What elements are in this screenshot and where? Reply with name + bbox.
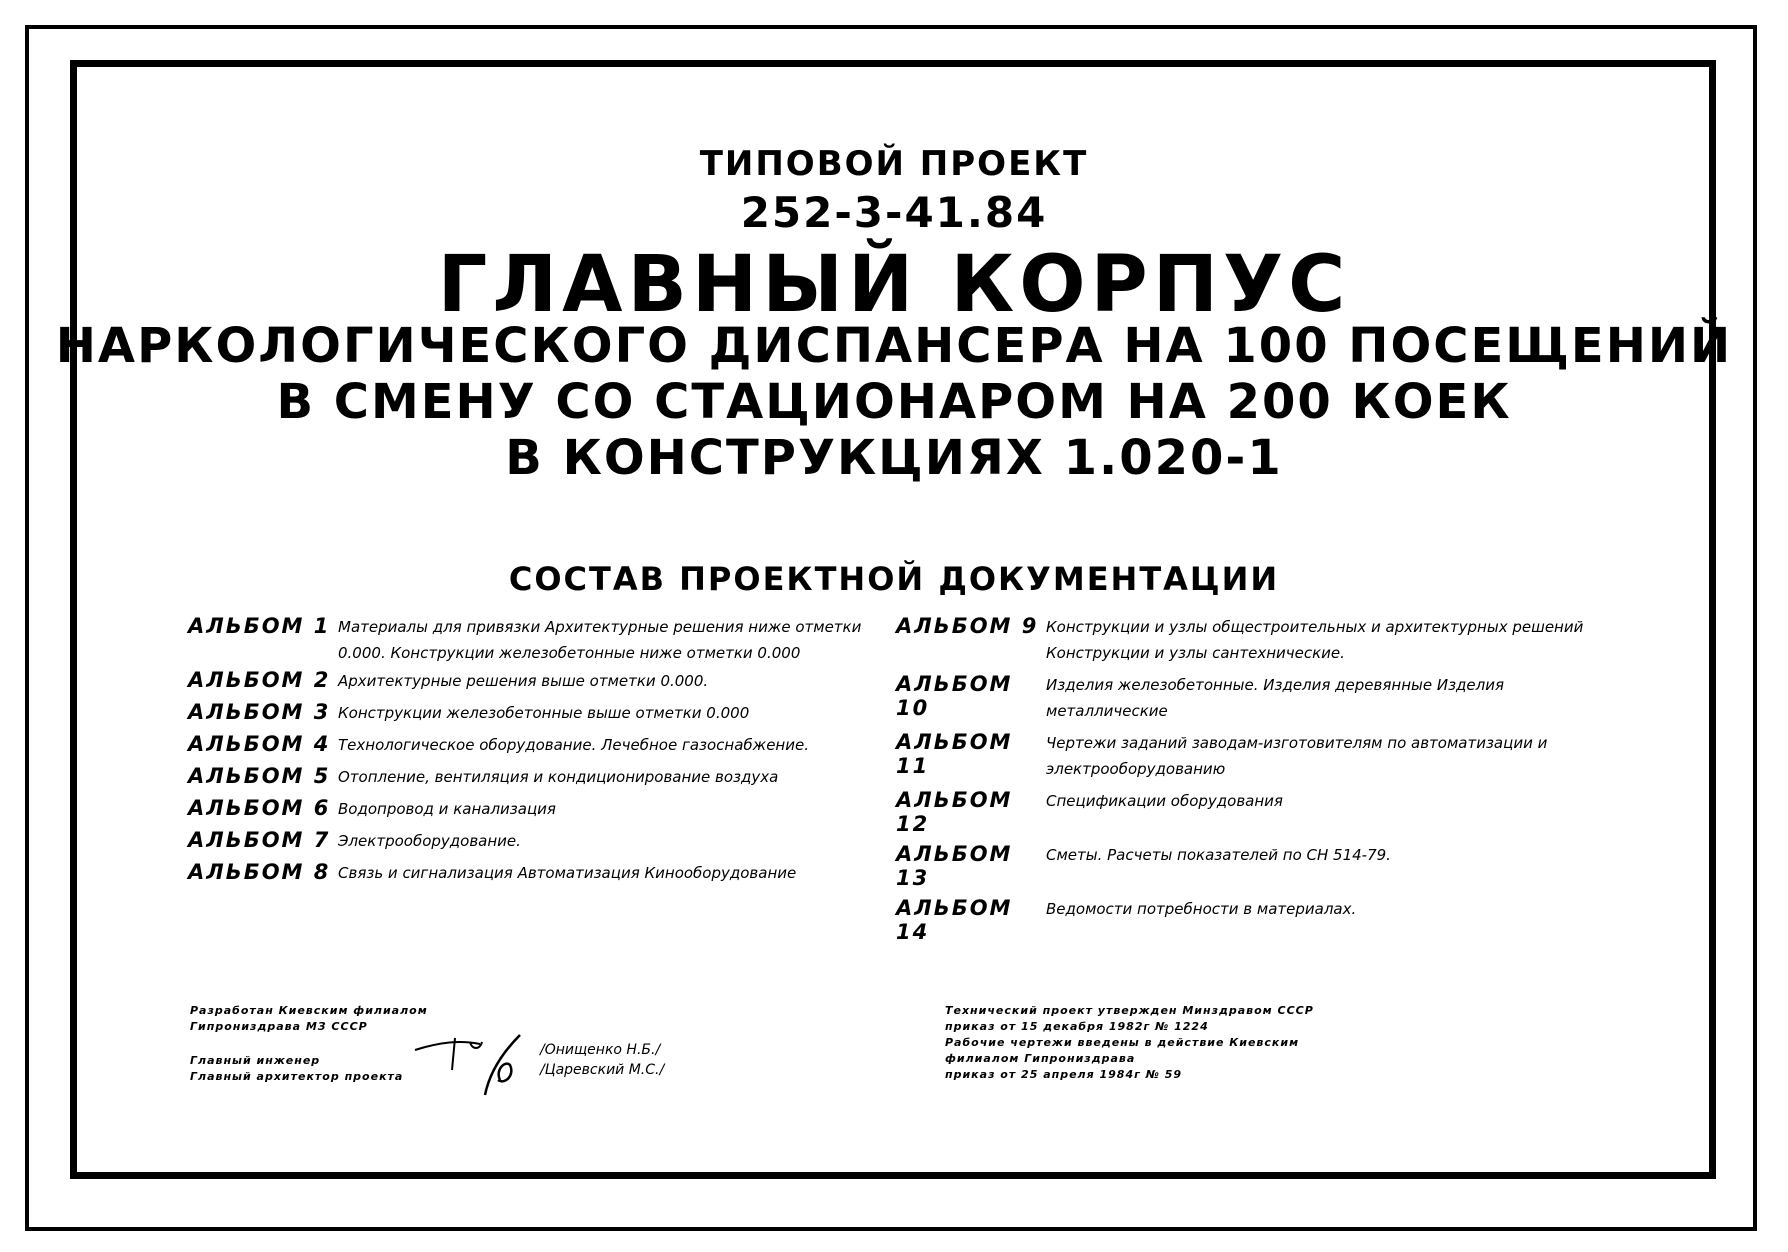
album-label: АЛЬБОМ 6 (188, 796, 331, 820)
section-title: СОСТАВ ПРОЕКТНОЙ ДОКУМЕНТАЦИИ (508, 560, 1280, 598)
album-description: Электрооборудование. (338, 832, 521, 850)
approval-line-4: филиалом Гипрониздрава (945, 1052, 1136, 1065)
album-label: АЛЬБОМ 2 (188, 668, 331, 692)
subtitle-line-2: В СМЕНУ СО СТАЦИОНАРОМ НА 200 КОЕК (276, 374, 1512, 430)
album-label: АЛЬБОМ 13 (896, 842, 1013, 890)
developer-line-2: Гипрониздрава МЗ СССР (190, 1020, 368, 1033)
album-description: Сметы. Расчеты показателей по СН 514-79. (1046, 846, 1391, 864)
album-description: Ведомости потребности в материалах. (1046, 900, 1357, 918)
album-item (896, 672, 1596, 724)
album-label: АЛЬБОМ 14 (896, 896, 1013, 944)
subtitle-line-1: НАРКОЛОГИЧЕСКОГО ДИСПАНСЕРА НА 100 ПОСЕЩЕНИЙ (55, 318, 1733, 374)
project-type: ТИПОВОЙ ПРОЕКТ (699, 144, 1089, 184)
album-description: Архитектурные решения выше отметки 0.000. (338, 672, 709, 690)
album-description: Связь и сигнализация Автоматизация Кинооборудование (338, 864, 797, 882)
signatory-names (540, 1040, 664, 1080)
album-item (188, 860, 908, 886)
project-number: 252-3-41.84 (740, 188, 1048, 237)
album-description: Водопровод и канализация (338, 800, 556, 818)
approval-line-1: Технический проект утвержден Минздравом СССР (945, 1004, 1314, 1017)
approval-line-2: приказ от 15 декабря 1982г № 1224 (945, 1020, 1209, 1033)
album-label: АЛЬБОМ 7 (188, 828, 331, 852)
album-description: Отопление, вентиляция и кондиционирование воздуха (338, 768, 779, 786)
chief-architect-name: /Царевский М.С./ (540, 1062, 665, 1078)
album-label: АЛЬБОМ 11 (896, 730, 1013, 778)
album-item (188, 668, 908, 694)
album-item (896, 614, 1596, 666)
album-item (188, 614, 908, 666)
album-description: Технологическое оборудование. Лечебное газоснабжение. (338, 736, 809, 754)
album-label: АЛЬБОМ 8 (188, 860, 331, 884)
album-item (896, 730, 1596, 782)
signature-mark (410, 1030, 540, 1100)
album-item (188, 732, 908, 758)
album-description: Конструкции железобетонные выше отметки 0.000 (338, 704, 750, 722)
album-label: АЛЬБОМ 9 (896, 614, 1039, 638)
album-item (188, 828, 908, 854)
album-item (188, 796, 908, 822)
album-item (188, 700, 908, 726)
approval-block (945, 1003, 1385, 1083)
album-description: Чертежи заданий заводам-изготовителям по автоматизации и электрооборудованию (1046, 734, 1548, 778)
album-label: АЛЬБОМ 5 (188, 764, 331, 788)
album-item (896, 896, 1596, 944)
album-item (188, 764, 908, 790)
album-label: АЛЬБОМ 1 (188, 614, 331, 638)
chief-engineer-label: Главный инженер (190, 1054, 321, 1067)
album-label: АЛЬБОМ 3 (188, 700, 331, 724)
album-list-right (896, 614, 1596, 950)
album-list-left (188, 614, 908, 892)
developer-line-1: Разработан Киевским филиалом (190, 1004, 428, 1017)
album-item (896, 842, 1596, 890)
album-description: Изделия железобетонные. Изделия деревянные Изделия металлические (1046, 676, 1504, 720)
album-item (896, 788, 1596, 836)
album-description: Конструкции и узлы общестроительных и архитектурных решений Конструкции и узлы сантехнические. (1046, 618, 1584, 662)
document-title: ГЛАВНЫЙ КОРПУС (437, 240, 1351, 330)
approval-line-3: Рабочие чертежи введены в действие Киевским (945, 1036, 1300, 1049)
album-label: АЛЬБОМ 12 (896, 788, 1013, 836)
subtitle-line-3: В КОНСТРУКЦИЯХ 1.020-1 (505, 430, 1283, 486)
approval-line-5: приказ от 25 апреля 1984г № 59 (945, 1068, 1183, 1081)
album-description: Спецификации оборудования (1046, 792, 1283, 810)
chief-architect-label: Главный архитектор проекта (190, 1070, 404, 1083)
album-label: АЛЬБОМ 4 (188, 732, 331, 756)
album-label: АЛЬБОМ 10 (896, 672, 1013, 720)
chief-engineer-name: /Онищенко Н.Б./ (540, 1042, 661, 1058)
album-description: Материалы для привязки Архитектурные решения ниже отметки 0.000. Конструкции железобетонные ниже отметки 0.000 (338, 618, 862, 662)
